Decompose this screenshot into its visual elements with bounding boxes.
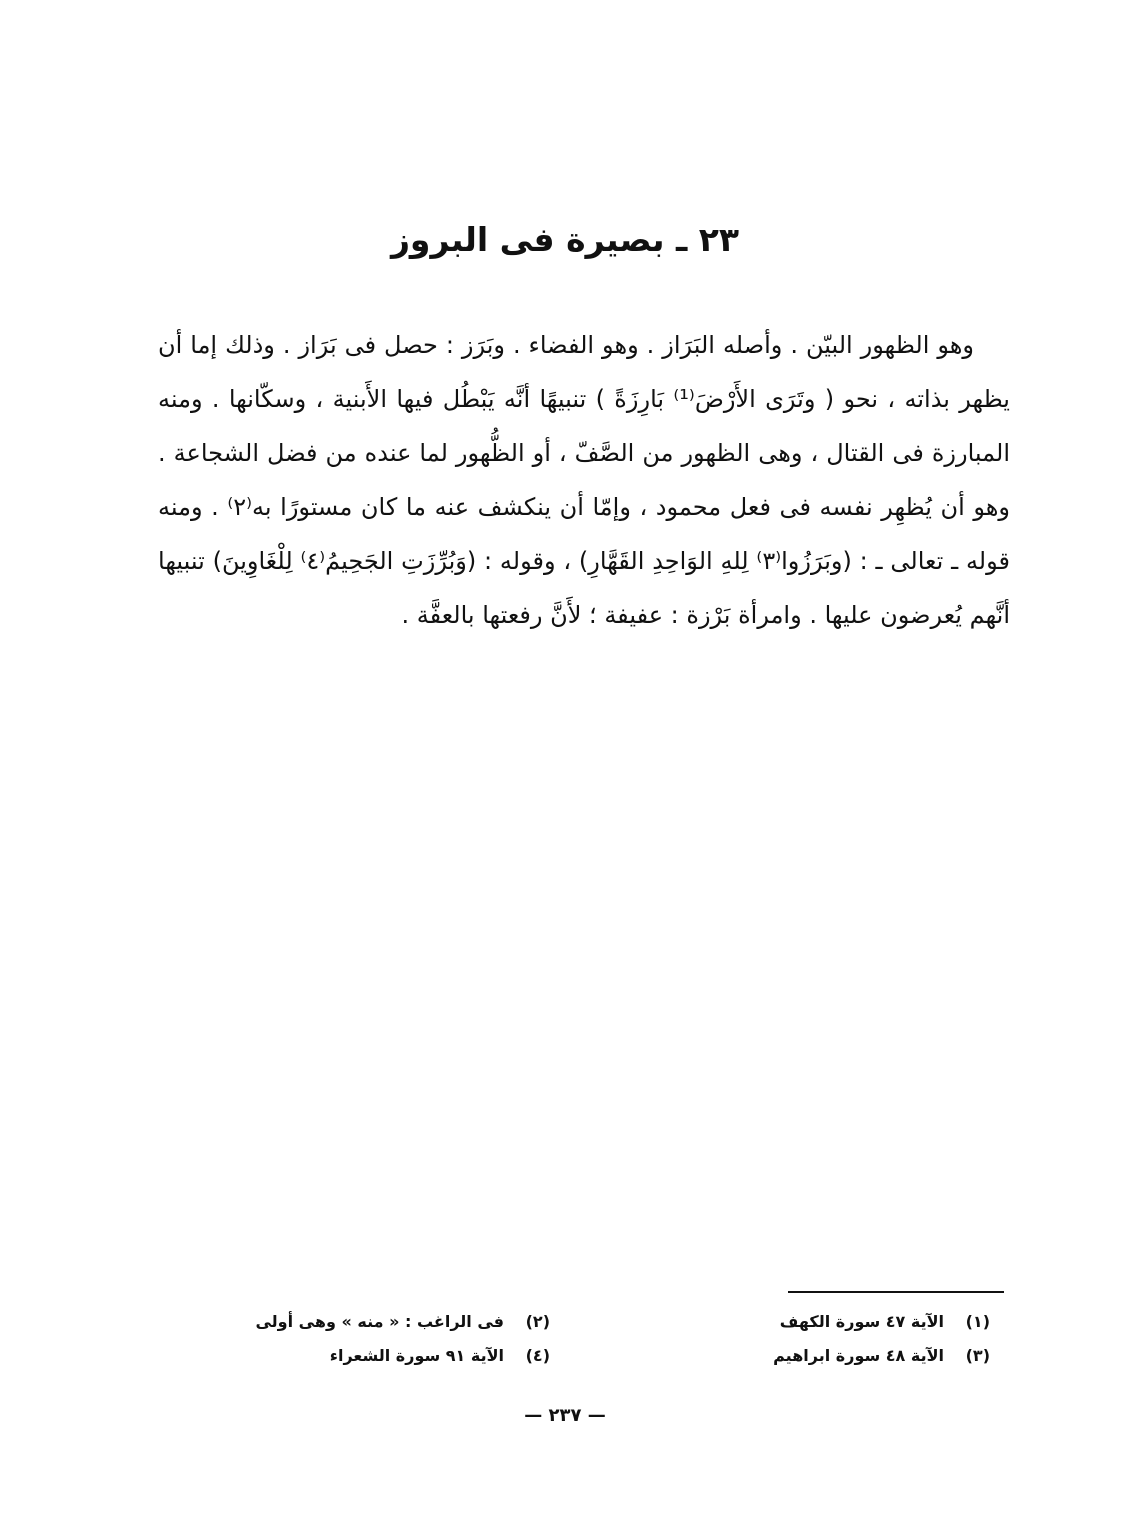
footnotes — [190, 1305, 990, 1373]
body-paragraph: وهو الظهور البيّن . وأصله البَرَاز . وهو الفضاء . وبَرَز : حصل فى بَرَاز . وذلك إما أن يظهر بذاته ، نحو ( وتَرَى الأَرْضَ⁽¹⁾ بَارِزَةً ) تنبيهًا أنَّه يَبْطُل فيها الأَبنية ، وسكّانها . ومنه المبارزة فى القتال ، وهى الظهور من الصَّفّ ، أو الظُّهور لما عنده من فضل الشجاعة . وهو أن يُظهِر نفسه فى فعل محمود ، وإمّا أن ينكشف عنه ما كان مستورًا به⁽٢⁾ . ومنه قوله ـ تعالى ـ : (وبَرَزُوا⁽٣⁾ لِلهِ الوَاحِدِ القَهَّارِ) ، وقوله : (وَبُرِّزَتِ الجَحِيمُ⁽٤⁾ لِلْغَاوِينَ) تنبيها أنَّهم يُعرضون عليها . وامرأة بَرْزة : عفيفة ؛ لأَنَّ رفعتها بالعفَّة . — [158, 331, 1010, 629]
page-number: — ٢٣٧ — — [524, 1405, 606, 1426]
footnote-number: (٣) — [965, 1346, 990, 1365]
footnote-item — [660, 1305, 990, 1339]
chapter-heading: ٢٣ ـ بصيرة فى البروز — [390, 220, 740, 259]
footnote-item — [190, 1305, 550, 1339]
body-text — [158, 318, 1010, 642]
footnote-number: (١) — [965, 1312, 990, 1331]
footnote-number: (٤) — [525, 1346, 550, 1365]
footnotes-right-column — [660, 1305, 990, 1373]
footnote-text: الآية ٤٨ سورة ابراهيم — [773, 1346, 944, 1365]
footnote-item — [660, 1339, 990, 1373]
footnote-number: (٢) — [525, 1312, 550, 1331]
footnote-text: الآية ٤٧ سورة الكهف — [779, 1312, 944, 1331]
footnotes-left-column — [190, 1305, 550, 1373]
footnote-text: الآية ٩١ سورة الشعراء — [329, 1346, 504, 1365]
footnote-separator — [788, 1291, 1004, 1293]
footnote-text: فى الراغب : « منه » وهى أولى — [255, 1312, 504, 1331]
footnote-item — [190, 1339, 550, 1373]
